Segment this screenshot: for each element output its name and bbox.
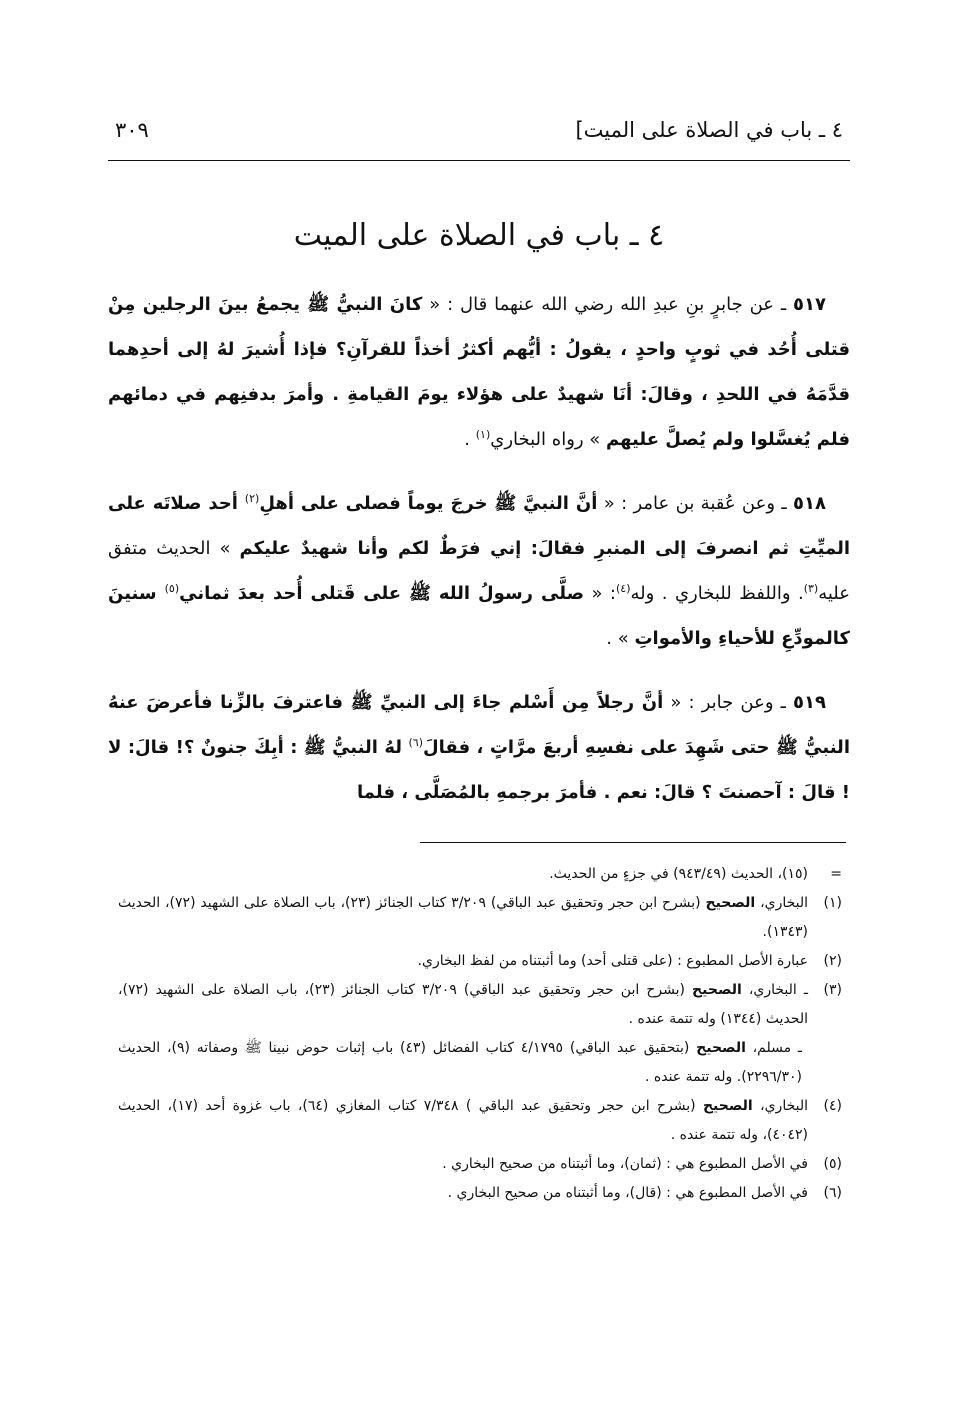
footnote-reference: (بتحقيق عبد الباقي) ٤/١٧٩٥ كتاب الفضائل (٤٣) باب إثبات حوض نبينا ﷺ وصفاته (٩)، الحديث (٢٢٩٦/٣٠). وله تتمة عنده . — [118, 1040, 802, 1085]
hadith-quote: صلَّى رسولُ الله ﷺ على قَتلى أُحد بعدَ ثماني — [179, 583, 584, 604]
footnote-3-continued — [118, 1034, 842, 1092]
footnote-ref[interactable]: (٣) — [803, 582, 819, 595]
footnote-mark: (١) — [823, 895, 842, 911]
footnotes — [118, 860, 842, 1208]
chapter-title: ٤ ـ باب في الصلاة على الميت — [293, 218, 665, 253]
hadith-intro: ـ عن جابرٍ بنِ عبدِ الله رضي الله عنهما قال : « — [422, 294, 794, 315]
main-text — [108, 282, 850, 834]
footnote-reference: (بشرح ابن حجر وتحقيق عبد الباقي) ٣/٢٠٩ كتاب الجنائز (٢٣)، باب الصلاة على الشهيد (٧٢)، الحديث (١٣٤٤) وله تتمة عنده . — [118, 982, 808, 1027]
footnote-text — [118, 976, 808, 1034]
hadith-quote: لهُ النبيُّ ﷺ : أبِكَ جنونٌ ؟! قالَ: لا ! قالَ : آحصنتَ ؟ قالَ: نعم . فأمرَ برجمهِ بالمُصَلَّى ، فلما — [108, 737, 850, 803]
footnote-ref[interactable]: (٦) — [408, 736, 423, 749]
footnote-ref[interactable]: (١) — [475, 428, 491, 441]
footnote-mark: (٢) — [823, 953, 842, 969]
footnote-text — [118, 1034, 808, 1092]
hadith-number: ٥١٧ — [793, 294, 826, 315]
footnote-author: البخاري، — [755, 895, 809, 911]
hadith-end: . — [464, 429, 476, 450]
hadith-quote: أنَّ رجلاً مِن أَسْلم جاءَ إلى النبيِّ ﷺ فاعترفَ بالزِّنا فأعرضَ عنهُ النبيُّ ﷺ حتى شَهِدَ على نفسِهِ أربعَ مرَّاتٍ ، فقالَ — [108, 692, 850, 758]
footnote-1 — [118, 889, 842, 947]
footnote-mark: (٦) — [823, 1185, 842, 1201]
running-title: ٤ ـ باب في الصلاة على الميت] — [575, 118, 843, 142]
footnote-ref[interactable]: (٥) — [164, 582, 180, 595]
footnote-book: الصحيح — [692, 982, 742, 998]
footnote-mark: (٣) — [823, 982, 842, 998]
footnote-text: في الأصل المطبوع هي : (ثمان)، وما أثبتناه من صحيح البخاري . — [442, 1156, 808, 1172]
header-rule — [108, 160, 850, 161]
footnote-6 — [118, 1179, 842, 1208]
hadith-519 — [108, 680, 850, 815]
hadith-end: » . — [606, 628, 635, 649]
footnote-book: الصحيح — [705, 895, 756, 911]
footnote-text — [118, 1092, 808, 1150]
hadith-quote: أحد صلاتَه على الميِّتِ ثم انصرفَ إلى المنبرِ فقالَ: إني فرَطٌ لكم وأنا شهيدٌ عليكم — [108, 493, 851, 559]
footnote-2 — [118, 947, 842, 976]
footnote-4 — [118, 1092, 842, 1150]
footnote-mark: (٥) — [823, 1156, 842, 1172]
hadith-note: : « — [583, 583, 616, 604]
footnote-author: ـ مسلم، — [745, 1040, 802, 1056]
hadith-source: » الحديث متفق عليه — [108, 538, 850, 604]
footnote-ref[interactable]: (٤) — [615, 582, 631, 595]
hadith-intro: ـ وعن جابر : « — [663, 692, 794, 713]
hadith-518 — [108, 481, 850, 661]
footnote-text: (١٥)، الحديث (٩٤٣/٤٩) في جزءٍ من الحديث. — [549, 866, 808, 882]
footnote-reference: (بشرح ابن حجر وتحقيق عبد الباقي) ٣/٢٠٩ كتاب الجنائز (٢٣)، باب الصلاة على الشهيد (٧٢)، الحديث (١٣٤٣). — [118, 895, 808, 940]
footnote-mark: = — [830, 866, 842, 882]
footnote-author: ـ البخاري، — [741, 982, 809, 998]
footnote-continued — [118, 860, 842, 889]
footnote-mark: (٤) — [823, 1098, 842, 1114]
footnote-book: الصحيح — [696, 1040, 746, 1056]
footnote-author: البخاري، — [752, 1098, 808, 1114]
page-number: ٣٠٩ — [115, 118, 149, 142]
hadith-intro: ـ وعن عُقبة بن عامر : « — [597, 493, 794, 514]
hadith-quote: أنَّ النبيَّ ﷺ خرجَ يوماً فصلى على أهلِ — [259, 493, 598, 514]
hadith-note: . واللفظ للبخاري . وله — [630, 583, 804, 604]
hadith-source: » رواه البخاري — [490, 429, 607, 450]
footnote-book: الصحيح — [702, 1098, 753, 1114]
footnote-5 — [118, 1150, 842, 1179]
footnote-text: في الأصل المطبوع هي : (قال)، وما أثبتناه من صحيح البخاري . — [447, 1185, 808, 1201]
footnote-rule — [420, 842, 846, 843]
footnote-text: عبارة الأصل المطبوع : (على قتلى أحد) وما أثبتناه من لفظ البخاري. — [417, 953, 808, 969]
footnote-ref[interactable]: (٢) — [244, 492, 260, 505]
hadith-number: ٥١٨ — [793, 493, 826, 514]
footnote-text — [118, 889, 808, 947]
hadith-517 — [108, 282, 850, 462]
footnote-reference: (بشرح ابن حجر وتحقيق عبد الباقي ) ٧/٣٤٨ كتاب المغازي (٦٤)، باب غزوة أحد (١٧)، الحديث (٤٠٤٢)، وله تتمة عنده . — [118, 1098, 808, 1143]
hadith-quote: سنينَ كالمودِّعِ للأحياءِ والأمواتِ — [108, 583, 850, 649]
hadith-number: ٥١٩ — [793, 692, 826, 713]
footnote-3 — [118, 976, 842, 1034]
hadith-quote: كانَ النبيُّ ﷺ يجمعُ بينَ الرجلين مِنْ قتلى أُحُد في ثوبٍ واحدٍ ، يقولُ : أيُّهم أكثرُ أخذاً للقرآنِ؟ فإذا أُشيرَ لهُ إلى أحدِهما قدَّمَهُ في اللحدِ ، وقالَ: أنَا شهيدٌ على هؤلاء يومَ القيامةِ . وأمرَ بدفنِهم في دمائهم فلم يُغسَّلوا ولم يُصلَّ عليهم — [108, 294, 850, 450]
